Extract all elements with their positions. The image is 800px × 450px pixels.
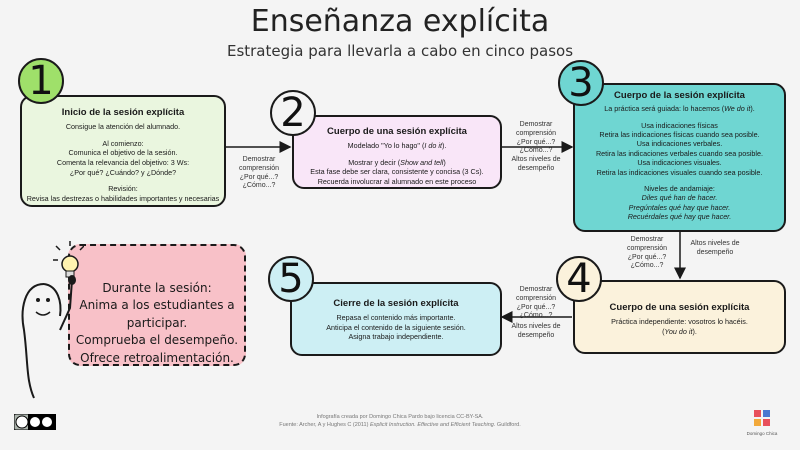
connector-label-high [684,240,746,258]
connector-text: Demostrar [519,286,553,293]
step-2-text: ). [441,140,447,150]
brand-name: Domingo Chica [746,431,778,436]
step-3-text: ). [750,104,755,114]
step-3-text: La práctica será guiada: lo hacemos ( [604,104,725,114]
step-3-scaffold-item [578,212,781,221]
step-4-line [579,327,780,337]
step-5-number-badge: 5 [268,256,314,302]
step-5-card [290,282,502,356]
brand-squares-icon [754,410,770,426]
step-3-line: Retira las indicaciones verbales cuando sea posible. [595,148,763,158]
connector-text: comprensión [626,244,668,252]
step-2-text: Modelado "Yo lo hago" ( [347,140,425,150]
step-1-title: Inicio de la sesión explícita [61,107,185,118]
connector-text: Demostrar [242,156,276,163]
step-5-line: Anticipa el contenido de la siguiente sesión. [326,322,466,332]
session-note-line: Comprueba el desempeño. [75,333,239,348]
connector-text: ¿Por qué...? [516,303,556,311]
step-2-text: Mostrar y decir ( [348,157,401,167]
step-3-em: Recuérdales qué hay que hacer. [627,211,732,221]
footer-text: Fuente: Archer, A y Hughes C (2011) [279,422,370,429]
step-1-line: Revisa las destrezas o habilidades importantes y necesarias [26,194,220,204]
connector-text: ¿Por qué...? [239,173,279,181]
step-3-number-badge: 3 [558,60,604,106]
connector-text: ¿Por qué...? [627,253,667,261]
step-1-number-badge: 1 [18,58,64,104]
connector-text: desempeño [517,331,555,339]
step-2-text: ) [443,157,446,167]
session-note-card [68,244,246,366]
step-4-card [573,280,786,354]
footer-credits [220,413,580,430]
footer-source [220,421,580,429]
brand-logo [742,410,782,436]
step-3-em: Diles qué han de hacer. [641,193,718,203]
step-3-line: Retira las indicaciones visuales cuando sea posible. [596,167,763,177]
step-2-card [292,115,502,189]
connector-text: ¿Cómo...? [630,262,664,270]
connector-label-demo [505,121,567,156]
step-1-line: Comenta la relevancia del objetivo: 3 Ws: [56,157,190,167]
connector-text: ¿Cómo...? [519,147,553,155]
session-note-line: Ofrece retroalimentación. [80,350,234,365]
step-3-scaffold-item [578,193,781,202]
teacher-figure-icon [14,240,84,400]
connector-text: desempeño [517,164,555,172]
step-1-line: Al comienzo: [102,138,144,148]
step-4-em: You do it [664,326,693,336]
step-3-line: Usa indicaciones verbales. [636,139,723,149]
step-3-em: We do it [724,104,751,114]
connector-text: Demostrar [630,236,664,243]
step-2-number-badge: 2 [270,90,316,136]
session-note-line: Durante la sesión: [102,281,212,295]
footer-credit: Infografía creada por Domingo Chica Pardo bajo licencia CC-BY-SA. [316,414,484,420]
step-2-title: Cuerpo de una sesión explícita [327,126,467,137]
step-1-line: ¿Por qué? ¿Cuándo? y ¿Dónde? [69,167,177,177]
step-4-text: ( [662,326,665,336]
connector-text: comprensión [515,294,557,302]
step-1-line: Comunica el objetivo de la sesión. [68,148,178,158]
connector-text: comprensión [515,129,557,137]
connector-label-demo [616,236,678,271]
step-1-line: Consigue la atención del alumnado. [65,121,181,131]
step-2-line: Recuerda involucrar al alumnado en este proceso [317,176,477,186]
step-2-line: Esta fase debe ser clara, consistente y concisa (3 Cs). [310,167,484,177]
step-1-line: Revisión: [108,184,138,194]
step-5-title: Cierre de la sesión explícita [333,298,459,309]
step-3-line: Usa indicaciones visuales. [637,158,722,168]
connector-label-high [505,156,567,174]
session-note-line: participar. [126,315,188,330]
step-5-line: Repasa el contenido más importante. [336,312,456,322]
step-3-title: Cuerpo de la sesión explícita [614,90,745,101]
connector-label-high [505,323,567,341]
connector-text: desempeño [696,248,734,256]
connector-label-demo [228,156,290,191]
step-3-line: Retira las indicaciones físicas cuando sea posible. [599,130,760,140]
cc-by-sa-license-icon [14,414,56,430]
connector-text: ¿Cómo...? [519,312,553,320]
step-4-number-badge: 4 [556,256,602,302]
step-2-line [298,158,496,168]
step-3-scaffold-item [578,203,781,212]
connector-text: ¿Cómo...? [242,182,276,190]
page-subtitle: Estrategia para llevarla a cabo en cinco pasos [226,42,574,60]
connector-text: Altos niveles de [511,156,561,163]
step-3-line [578,104,781,113]
step-3-scaffold-title: Niveles de andamiaje: [644,183,715,193]
connector-text: comprensión [238,164,280,172]
connector-text: Altos niveles de [511,323,561,330]
footer-em: Explicit Instruction. Effective and Efficient Teaching. [369,422,496,429]
step-3-card [573,83,786,232]
footer-text: Guildford. [495,422,521,429]
step-2-em: Show and tell [400,157,444,167]
step-5-line: Asigna trabajo independiente. [348,332,444,342]
connector-label-demo [505,286,567,321]
connector-text: ¿Por qué...? [516,138,556,146]
step-2-em: I do it [424,140,442,150]
step-1-card [20,95,226,207]
connector-text: Demostrar [519,121,553,128]
step-3-em: Pregúntales qué hay que hacer. [628,202,731,212]
step-4-text: ). [692,326,697,336]
step-2-line [298,141,496,151]
step-3-line: Usa indicaciones físicas [641,120,718,130]
session-note-line: Anima a los estudiantes a [79,298,235,313]
step-4-line: Práctica independiente: vosotros lo hacéis. [611,316,748,326]
step-4-title: Cuerpo de una sesión explícita [609,302,750,313]
connector-text: Altos niveles de [690,240,740,247]
page-title: Enseñanza explícita [250,4,550,39]
